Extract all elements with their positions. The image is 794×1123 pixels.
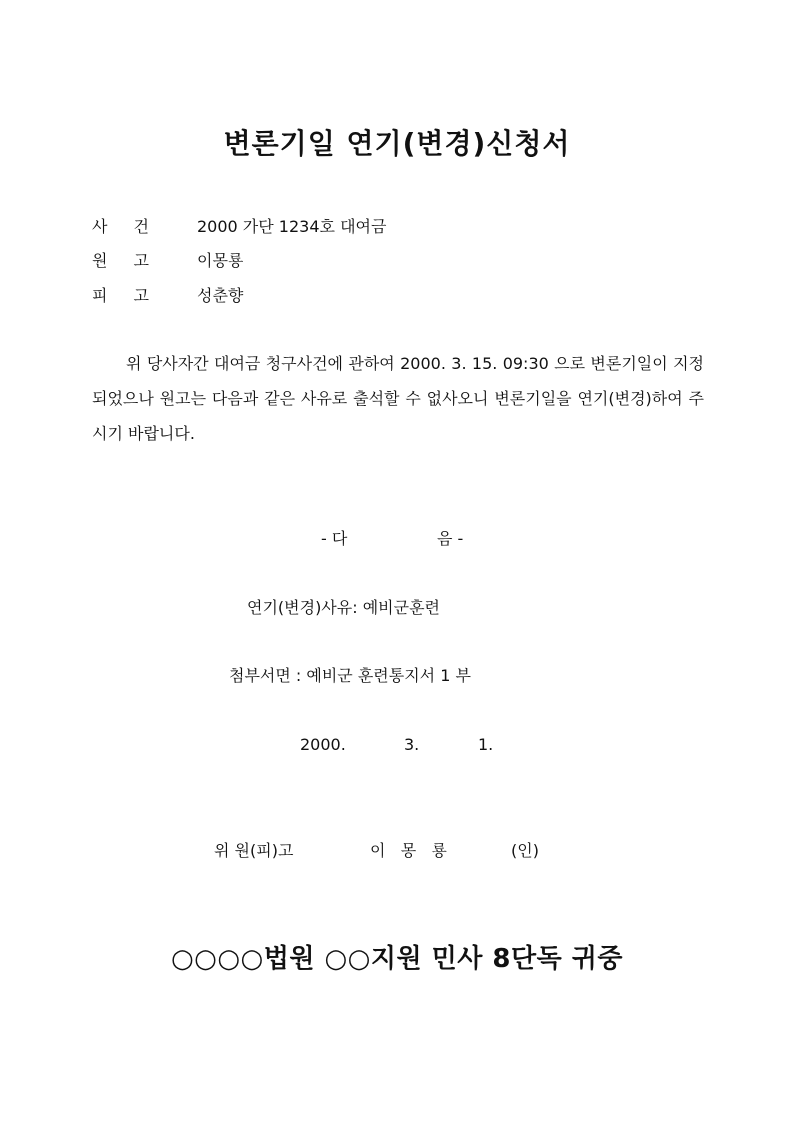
postpone-reason: 연기(변경)사유: 예비군훈련 [247,598,440,617]
notice-heading-right: 음 - [437,529,464,548]
field-value-case: 2000 가단 1234호 대여금 [197,217,387,236]
addressee-court: ○○○○법원 ○○지원 민사 8단독 귀중 [170,944,624,974]
signature-name: 이 몽 룡 [370,841,447,860]
date-month: 3. [404,735,420,754]
signature-role: 위 원(피)고 [214,841,294,860]
document-title: 변론기일 연기(변경)신청서 [223,127,571,160]
body-paragraph: 위 당사자간 대여금 청구사건에 관하여 2000. 3. 15. 09:30 으로 변론기일이 지정되었으나 원고는 다음과 같은 사유로 출석할 수 없사오니 변론기일을 연기(변경)하여 주시기 바랍니다. [92,354,704,443]
date-year: 2000. [300,735,346,754]
signature-seal: (인) [511,841,539,860]
field-label-defendant: 피 고 [92,286,149,305]
field-label-plaintiff: 원 고 [92,251,149,270]
field-label-case: 사 건 [92,217,149,236]
attachment-line: 첨부서면 : 예비군 훈련통지서 1 부 [229,666,471,685]
field-value-defendant: 성춘향 [197,286,244,305]
field-value-plaintiff: 이몽룡 [197,251,244,270]
notice-heading-left: - 다 [321,529,348,548]
date-day: 1. [478,735,494,754]
